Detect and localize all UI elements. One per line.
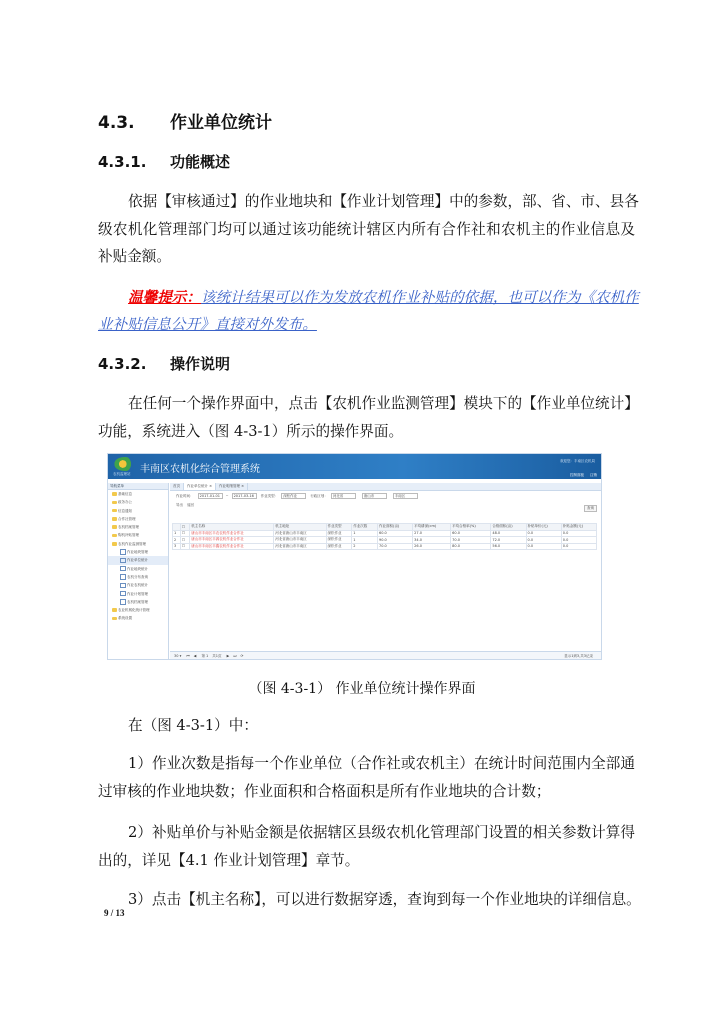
section-heading: 4.3. 作业单位统计 (98, 113, 272, 133)
tip-label: 温馨提示： (128, 289, 201, 306)
nav-item[interactable] (108, 606, 168, 614)
logo-icon (114, 457, 136, 471)
owner-name-link[interactable]: 唐山市丰南区丰源农机作业合作社 (190, 537, 274, 544)
page-icon (120, 591, 126, 597)
nav-sidebar (108, 483, 169, 659)
tab-detail[interactable]: 作业明细管理 × (216, 483, 248, 490)
tab-home[interactable]: 首页 (170, 483, 184, 490)
table-cell: 深松作业 (326, 537, 352, 544)
type-label: 作业类型： (260, 494, 279, 498)
column-header: 补贴单价(元) (526, 524, 561, 531)
logo-subtitle: 农机监理站 (113, 472, 131, 476)
nav-item-label: 合作社管理 (118, 516, 136, 521)
pager-info: 显示1到3,共3记录 (564, 654, 593, 658)
next-page-icon[interactable]: ▶ (226, 654, 230, 658)
column-header: 平均合格率(%) (451, 524, 491, 531)
page-icon (120, 558, 126, 564)
nav-item[interactable] (108, 490, 168, 498)
list-item-line: 1）作业次数是指每一个作业单位（合作社或农机主）在统计时间范围内全部通 (128, 755, 635, 772)
nav-item-label: 作业计划管理 (127, 591, 148, 596)
folder-icon (112, 509, 117, 513)
table-cell: 2 (352, 543, 378, 550)
nav-item-label: 购机补贴管理 (118, 533, 139, 538)
nav-item[interactable] (108, 540, 168, 548)
table-cell: 2 (173, 537, 181, 544)
table-cell: 90.0 (377, 537, 412, 544)
column-header: 补贴金额(元) (561, 524, 596, 531)
column-header: 机主地址 (274, 524, 326, 531)
table-cell: 3 (173, 543, 181, 550)
table-cell: 河北省唐山市丰南区 (274, 543, 326, 550)
page-icon (120, 574, 126, 580)
table-cell: 0.0 (526, 537, 561, 544)
folder-icon (112, 617, 117, 621)
table-cell: 深松作业 (326, 543, 352, 550)
query-button[interactable]: 查询 (584, 505, 597, 512)
nav-item-label: 农机分布查询 (127, 574, 148, 579)
nav-item-label: 作业农机统计 (127, 583, 148, 588)
column-header: 作业次数 (352, 524, 378, 531)
type-select[interactable]: 深松作业 (281, 493, 306, 499)
row-checkbox[interactable]: ☐ (180, 543, 189, 550)
list-item-line: 2）补贴单价与补贴金额是依据辖区县级农机化管理部门设置的相关参数计算得 (128, 824, 635, 841)
nav-item[interactable] (108, 531, 168, 539)
table-cell: 72.0 (491, 537, 526, 544)
table-cell: 河北省唐山市丰南区 (274, 530, 326, 537)
subsection-heading-operation: 4.3.2. 操作说明 (98, 355, 231, 373)
nav-item[interactable] (108, 507, 168, 515)
district-select[interactable]: 丰南区 (393, 493, 418, 499)
refresh-icon[interactable]: ⟳ (240, 654, 244, 658)
table-cell: 56.0 (491, 543, 526, 550)
column-header: 机主名称 (190, 524, 274, 531)
folder-icon (112, 608, 117, 612)
table-cell: 60.0 (377, 530, 412, 537)
folder-icon (112, 501, 117, 505)
nav-item-label: 作业地块管理 (127, 550, 148, 555)
table-cell: 1 (352, 537, 378, 544)
welcome-text: 欢迎您：丰南区农机局 (560, 459, 595, 463)
column-header: 作业类型 (326, 524, 352, 531)
logout-button[interactable]: 注销 (590, 473, 597, 477)
paragraph-line: 补贴金额。 (98, 248, 171, 265)
start-date-input[interactable]: 2017-01-01 (198, 493, 223, 499)
end-date-input[interactable]: 2017-03-16 (232, 493, 257, 499)
folder-icon (112, 492, 117, 496)
prev-page-icon[interactable]: ◀ (193, 654, 197, 658)
nav-item-label: 农机档案管理 (118, 525, 139, 530)
nav-item[interactable] (108, 590, 168, 598)
nav-item-label: 信息通知 (118, 508, 132, 513)
control-panel-button[interactable]: 控制面板 (570, 473, 584, 477)
list-item-line: 出的，详见【4.1 作业计划管理】章节。 (98, 852, 360, 869)
list-item-line: 3）点击【机主名称】，可以进行数据穿透，查询到每一个作业地块的详细信息。 (128, 891, 641, 908)
subsection-heading-overview: 4.3.1. 功能概述 (98, 153, 231, 171)
column-header: 作业面积(亩) (377, 524, 412, 531)
nav-item[interactable] (108, 498, 168, 506)
nav-item-label: 农机档案管理 (127, 599, 148, 604)
table-cell: 1 (173, 530, 181, 537)
nav-item[interactable] (108, 565, 168, 573)
folder-icon (112, 525, 117, 529)
filter-bar (170, 491, 601, 501)
nav-item-label: 政务办公 (118, 500, 132, 505)
pager (170, 651, 601, 659)
table-cell: 1 (352, 530, 378, 537)
city-select[interactable]: 唐山市 (362, 493, 387, 499)
table-cell: 0.0 (561, 530, 596, 537)
table-cell: 深松作业 (326, 530, 352, 537)
page-number: 9 / 13 (104, 908, 125, 918)
table-cell: 河北省唐山市丰南区 (274, 537, 326, 544)
nav-item[interactable] (108, 573, 168, 581)
table-cell: 0.0 (526, 530, 561, 537)
nav-item[interactable] (108, 515, 168, 523)
nav-title: 导航菜单 (108, 483, 168, 490)
paragraph-line: 依据【审核通过】的作业地块和【作业计划管理】中的参数，部、省、市、县各 (128, 193, 639, 210)
nav-item[interactable] (108, 614, 168, 622)
owner-name-link[interactable]: 唐山市丰南区丰鑫农机作业合作社 (190, 543, 274, 550)
last-page-icon[interactable]: ⏭ (233, 654, 237, 658)
nav-item[interactable] (108, 523, 168, 531)
column-header: 合格面积(亩) (491, 524, 526, 531)
region-label: 行政区划： (310, 494, 328, 498)
tab-bar (170, 483, 601, 491)
table-cell: 0.0 (526, 543, 561, 550)
nav-item-label: 作业地块统计 (127, 566, 148, 571)
row-checkbox[interactable]: ☐ (180, 530, 189, 537)
row-checkbox[interactable]: ☐ (180, 537, 189, 544)
tip-text[interactable]: 业补贴信息公开》直接对外发布。 (98, 316, 317, 333)
nav-item-label: 农业机械化统计管理 (118, 608, 150, 613)
main-panel (170, 483, 601, 659)
paragraph-line: 在（图 4-3-1）中： (128, 717, 258, 734)
date-sep: ~ (225, 494, 229, 498)
folder-icon (112, 517, 117, 521)
nav-item[interactable] (108, 556, 168, 564)
figure-caption: （图 4-3-1） 作业单位统计操作界面 (248, 681, 476, 697)
table-cell: 27.0 (413, 530, 451, 537)
page-size-select[interactable]: 30 ▾ (174, 654, 182, 658)
page-total: 共1页 (212, 654, 222, 658)
page-icon (120, 599, 126, 605)
toolbar (170, 501, 601, 509)
tab-unit-stats[interactable]: 作业单位统计 × (184, 483, 216, 490)
province-select[interactable]: 河北省 (331, 493, 356, 499)
system-title: 丰南区农机化综合管理系统 (140, 464, 260, 475)
page-icon (120, 566, 126, 572)
tip-text[interactable]: 该统计结果可以作为发放农机作业补贴的依据，也可以作为《农机作 (200, 289, 639, 306)
table-cell: 60.0 (451, 530, 491, 537)
nav-item[interactable] (108, 548, 168, 556)
page-input[interactable]: 第 1 (201, 654, 209, 658)
table-cell: 0.0 (561, 537, 596, 544)
tip-line (98, 286, 639, 307)
table-cell: 80.0 (451, 543, 491, 550)
table-cell: 34.0 (413, 537, 451, 544)
page-icon (120, 583, 126, 589)
nav-item[interactable] (108, 598, 168, 606)
nav-item-label: 系统设置 (118, 616, 132, 621)
time-label: 作业时间： (176, 494, 194, 498)
stats-table (172, 523, 597, 550)
column-header[interactable]: ☐ (180, 524, 189, 531)
nav-item-label: 基础信息 (118, 492, 132, 496)
export-button[interactable]: 导出 (176, 503, 183, 507)
paragraph-line: 在任何一个操作界面中，点击【农机作业监测管理】模块下的【作业单位统计】 (128, 395, 639, 412)
app-screenshot (107, 453, 602, 660)
owner-name-link[interactable]: 唐山市丰南区丰农农机作业合作社 (190, 530, 274, 537)
table-cell: 26.0 (413, 543, 451, 550)
column-header: 平均耕深(cm) (413, 524, 451, 531)
table-cell: 70.0 (377, 543, 412, 550)
tip-line (98, 313, 635, 334)
table-cell: 48.0 (491, 530, 526, 537)
nav-item-label: 作业单位统计 (127, 558, 148, 563)
list-item-line: 过审核的作业地块数；作业面积和合格面积是所有作业地块的合计数； (98, 783, 551, 800)
folder-icon (112, 542, 117, 546)
table-row (173, 543, 597, 550)
back-button[interactable]: 返回 (187, 503, 194, 507)
app-header (108, 454, 601, 479)
table-cell: 0.0 (561, 543, 596, 550)
nav-item-label: 农机作业监测管理 (118, 541, 146, 546)
table-cell: 70.0 (451, 537, 491, 544)
paragraph-line: 功能，系统进入（图 4-3-1）所示的操作界面。 (98, 423, 404, 440)
folder-icon (112, 534, 117, 538)
nav-item[interactable] (108, 581, 168, 589)
page-icon (120, 549, 126, 555)
first-page-icon[interactable]: ⏮ (186, 654, 190, 658)
paragraph-line: 级农机化管理部门均可以通过该功能统计辖区内所有合作社和农机主的作业信息及 (98, 221, 635, 238)
